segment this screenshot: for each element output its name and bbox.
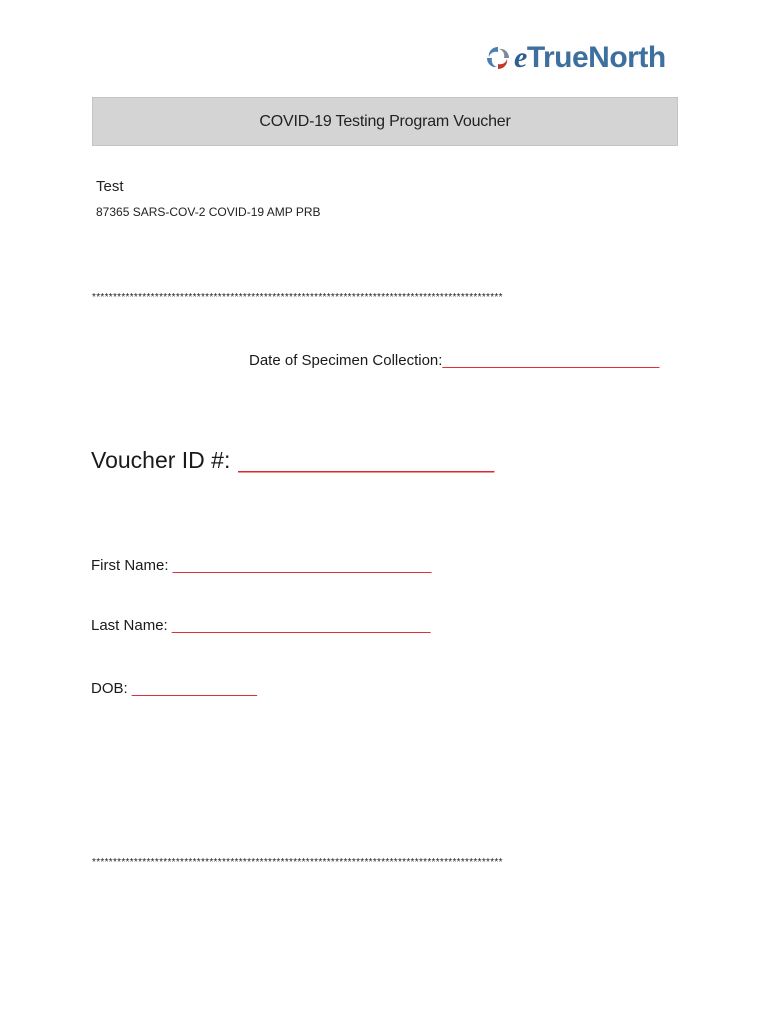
logo-wordmark: eTrueNorth	[514, 41, 666, 74]
dob-label: DOB:	[91, 680, 128, 697]
date-collection-blank[interactable]: __________________________	[442, 352, 660, 369]
last-name-field	[91, 617, 431, 634]
dob-blank[interactable]: _______________	[131, 680, 257, 697]
voucher-id-blank[interactable]: ____________________	[238, 447, 495, 473]
separator-top: **************************************************************************************************	[92, 292, 503, 303]
first-name-field	[91, 557, 431, 574]
last-name-blank[interactable]: _______________________________	[171, 617, 431, 634]
date-collection-field	[249, 352, 659, 369]
date-collection-label: Date of Specimen Collection:	[249, 352, 443, 369]
page-title: COVID-19 Testing Program Voucher	[259, 112, 511, 130]
first-name-blank[interactable]: _______________________________	[172, 557, 432, 574]
dob-field	[91, 680, 257, 697]
voucher-id-field	[91, 447, 494, 474]
voucher-id-label: Voucher ID #:	[91, 447, 231, 473]
etruenorth-logo	[484, 38, 684, 78]
swirl-logo-icon	[484, 44, 512, 72]
last-name-label: Last Name:	[91, 617, 168, 634]
separator-bottom: **************************************************************************************************	[92, 857, 503, 868]
test-label: Test	[96, 178, 124, 195]
first-name-label: First Name:	[91, 557, 169, 574]
test-code: 87365 SARS-COV-2 COVID-19 AMP PRB	[96, 205, 321, 219]
title-bar	[92, 97, 678, 146]
